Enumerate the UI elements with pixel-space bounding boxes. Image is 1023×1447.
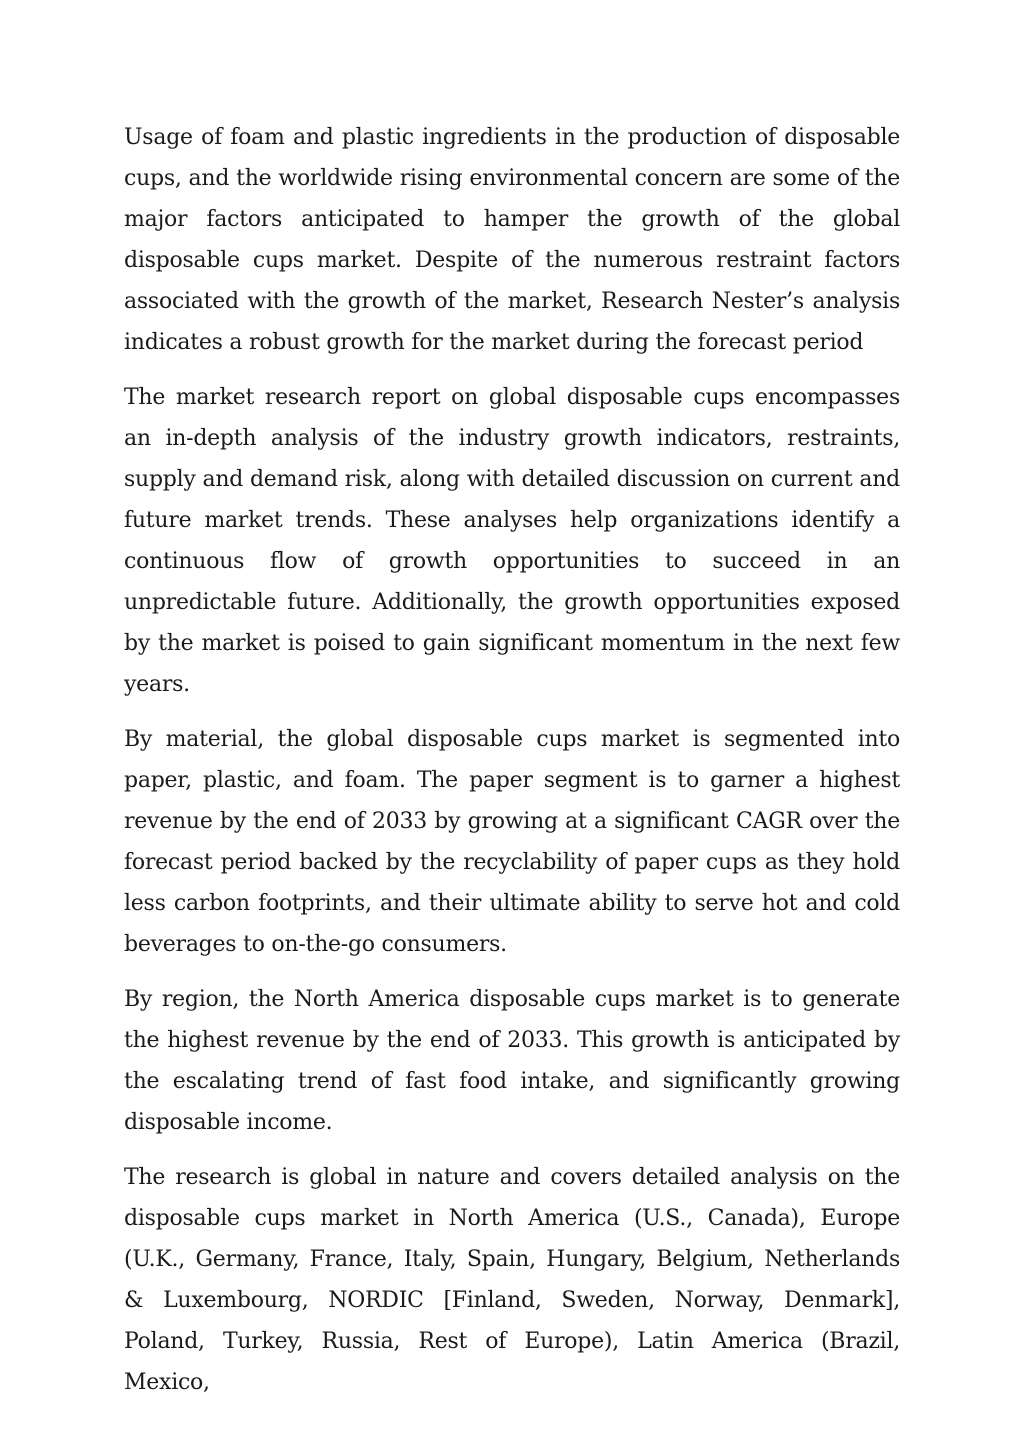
paragraph-report-overview: The market research report on global disposable cups encompasses an in-depth analysis of the industry growth indicators, restraints, supply and demand risk, along with detailed discussion on current and future market trends. These analyses help organizations identify a continuous flow of growth opportunities to succeed in an unpredictable future. Additionally, the growth opportunities exposed by the market is poised to gain significant momentum in the next few years. xyxy=(124,385,900,697)
document-body xyxy=(124,117,900,1417)
paragraph-by-region: By region, the North America disposable cups market is to generate the highest revenue by the end of 2033. This growth is anticipated by the escalating trend of fast food intake, and significantly growing disposable income. xyxy=(124,987,900,1135)
paragraph-regional-coverage: The research is global in nature and covers detailed analysis on the disposable cups market in North America (U.S., Canada), Europe (U.K., Germany, France, Italy, Spain, Hungary, Belgium, Netherlands & Luxembourg, NORDIC [Finland, Sweden, Norway, Denmark], Poland, Turkey, Russia, Rest of Europe), Latin America (Brazil, Mexico, xyxy=(124,1165,900,1395)
paragraph-restraints: Usage of foam and plastic ingredients in the production of disposable cups, and the worldwide rising environmental concern are some of the major factors anticipated to hamper the growth of the global disposable cups market. Despite of the numerous restraint factors associated with the growth of the market, Research Nester’s analysis indicates a robust growth for the market during the forecast period xyxy=(124,125,900,355)
paragraph-by-material: By material, the global disposable cups market is segmented into paper, plastic, and foam. The paper segment is to garner a highest revenue by the end of 2033 by growing at a significant CAGR over the forecast period backed by the recyclability of paper cups as they hold less carbon footprints, and their ultimate ability to serve hot and cold beverages to on-the-go consumers. xyxy=(124,727,900,957)
